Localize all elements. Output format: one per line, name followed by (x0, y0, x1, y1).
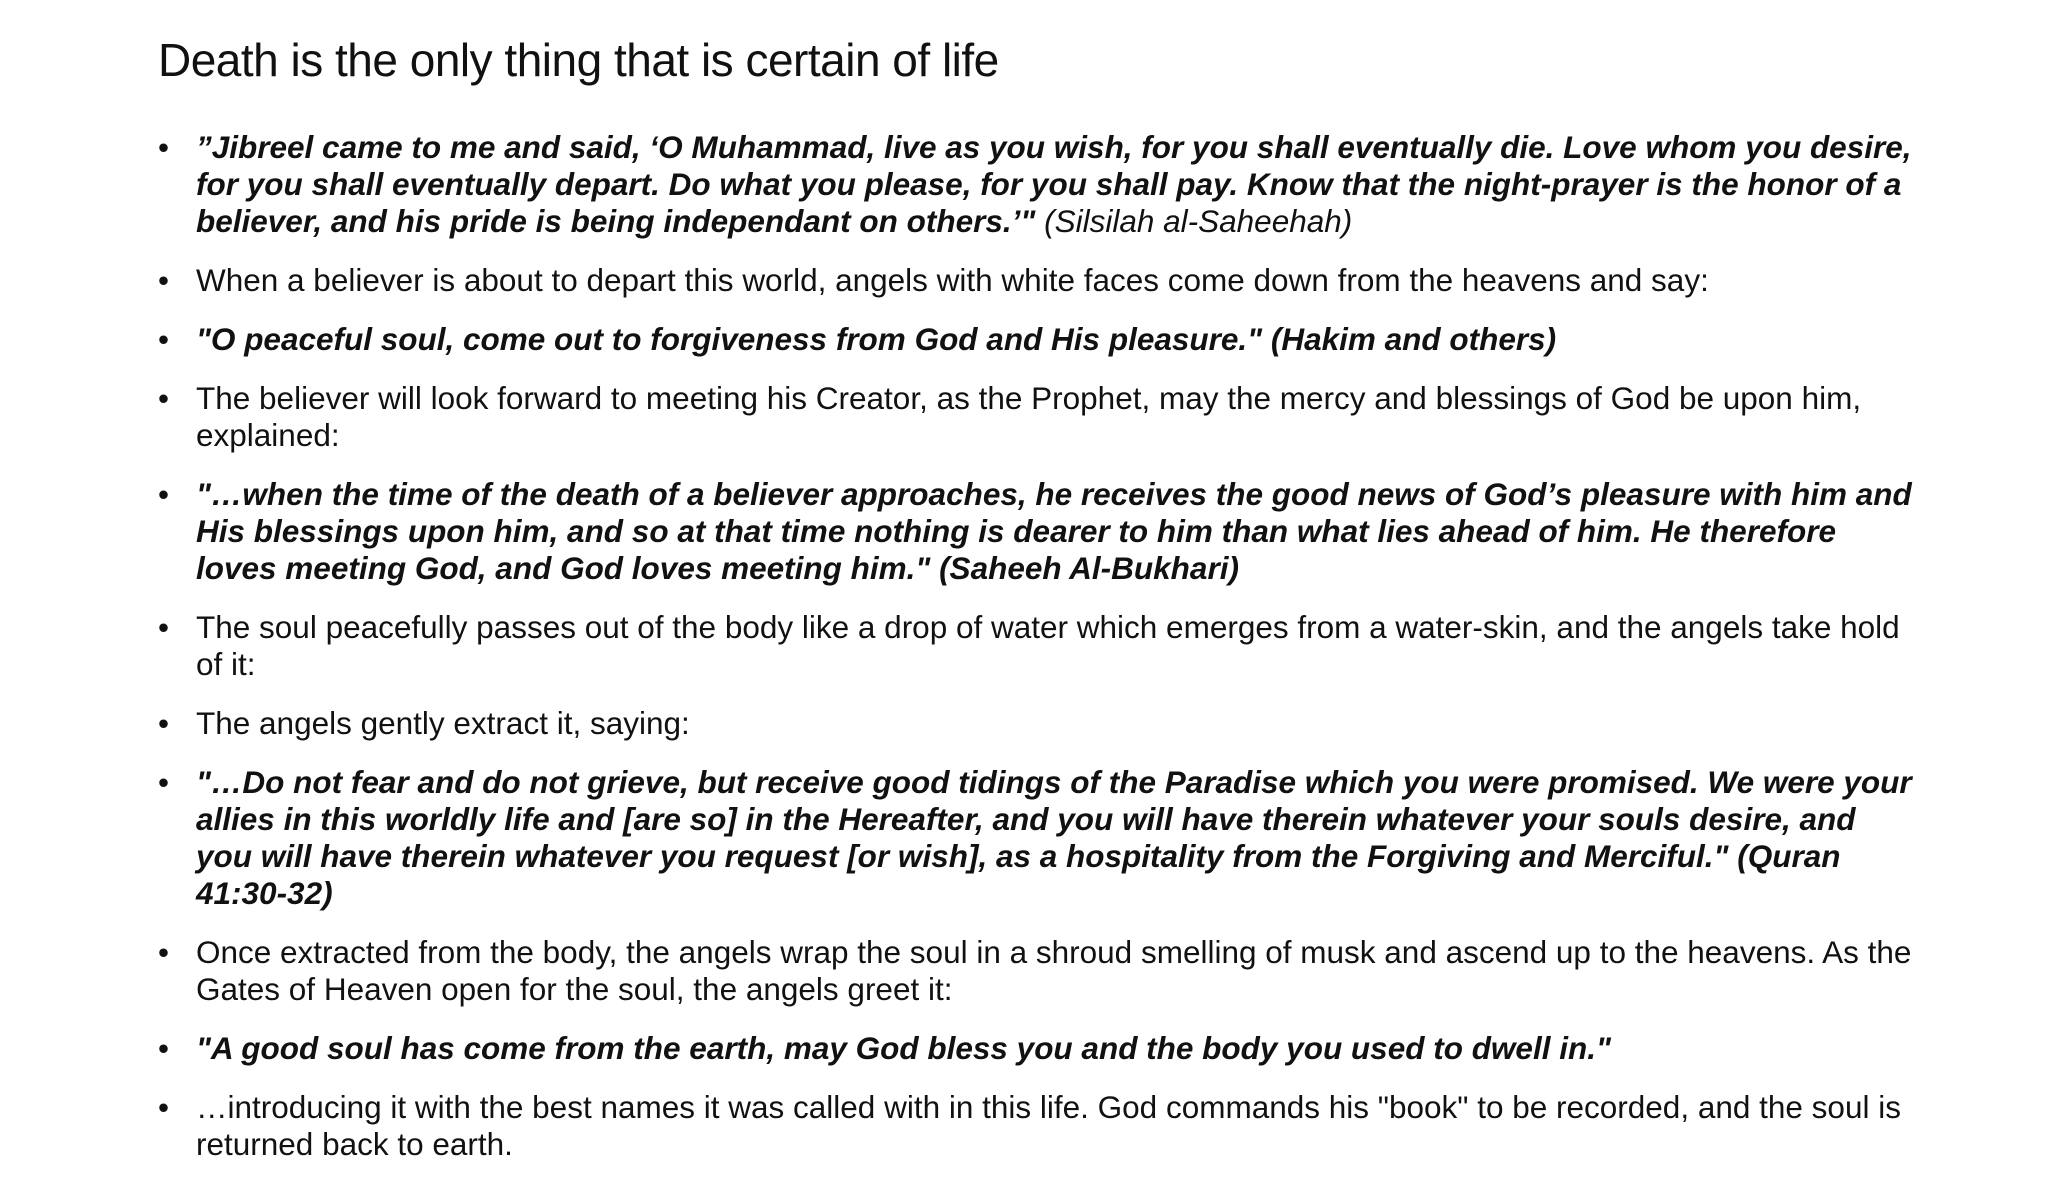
bullet-quote: "O peaceful soul, come out to forgiveness from God and His pleasure." (Hakim and others) (196, 321, 1557, 357)
bullet-icon: • (158, 476, 170, 512)
bullet-list (158, 129, 1918, 1185)
bullet-quote: ”Jibreel came to me and said, ‘O Muhammad, live as you wish, for you shall eventually die. Love whom you desire, for you shall eventually depart. Do what you please, for you shall pay. Know that the night-prayer is the honor of a believer, and his pride is being independant on others.’" (196, 129, 1912, 239)
bullet-icon: • (158, 1089, 170, 1125)
bullet-item (158, 705, 1918, 742)
bullet-quote: "…when the time of the death of a believer approaches, he receives the good news of God’s pleasure with him and His blessings upon him, and so at that time nothing is dearer to him than what lies ahead of him. He therefore loves meeting God, and God loves meeting him." (Saheeh Al-Bukhari) (196, 476, 1912, 586)
bullet-item (158, 380, 1918, 454)
slide-title: Death is the only thing that is certain of life (158, 34, 999, 86)
bullet-text: The angels gently extract it, saying: (196, 705, 690, 741)
bullet-icon: • (158, 934, 170, 970)
bullet-icon: • (158, 380, 170, 416)
bullet-icon: • (158, 321, 170, 357)
bullet-item (158, 764, 1918, 912)
bullet-item (158, 1030, 1918, 1067)
bullet-text: Once extracted from the body, the angels wrap the soul in a shroud smelling of musk and ascend up to the heavens. As the Gates of Heaven open for the soul, the angels greet it: (196, 934, 1912, 1007)
bullet-text: The believer will look forward to meeting his Creator, as the Prophet, may the mercy and blessings of God be upon him, explained: (196, 380, 1862, 453)
bullet-quote: "A good soul has come from the earth, may God bless you and the body you used to dwell in." (196, 1030, 1611, 1066)
bullet-text: …introducing it with the best names it was called with in this life. God commands his "book" to be recorded, and the soul is returned back to earth. (196, 1089, 1901, 1162)
bullet-item (158, 129, 1918, 240)
bullet-item (158, 321, 1918, 358)
bullet-quote: "…Do not fear and do not grieve, but receive good tidings of the Paradise which you were promised. We were your allies in this worldly life and [are so] in the Hereafter, and you will have therein whatever your souls desire, and you will have therein whatever you request [or wish], as a hospitality from the Forgiving and Merciful." (Quran 41:30-32) (196, 764, 1912, 911)
bullet-icon: • (158, 705, 170, 741)
bullet-icon: • (158, 262, 170, 298)
bullet-item (158, 476, 1918, 587)
bullet-citation: (Silsilah al-Saheehah) (1035, 203, 1353, 239)
bullet-text: The soul peacefully passes out of the body like a drop of water which emerges from a water-skin, and the angels take hold of it: (196, 609, 1900, 682)
bullet-item (158, 262, 1918, 299)
bullet-icon: • (158, 609, 170, 645)
bullet-text: When a believer is about to depart this world, angels with white faces come down from the heavens and say: (196, 262, 1709, 298)
bullet-item (158, 934, 1918, 1008)
bullet-item (158, 609, 1918, 683)
bullet-icon: • (158, 129, 170, 165)
bullet-icon: • (158, 1030, 170, 1066)
bullet-icon: • (158, 764, 170, 800)
